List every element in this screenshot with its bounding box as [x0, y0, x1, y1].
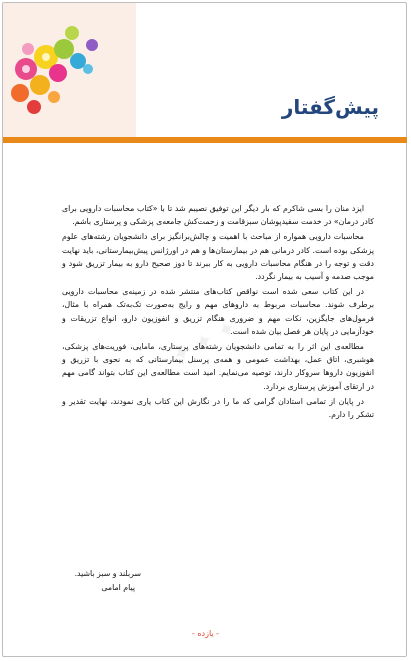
paragraph: در این کتاب سعی شده است نواقص کتاب‌های منتشر شده در زمینه‌ی محاسبات دارویی برطرف شوند. محاسبات مربوط به داروهای مهم و رایج به‌صورت تک‌به‌تک همراه با مثال، فرمول‌های جایگزین، نکات مهم و ضروری هنگام تزریق و انفوزیون دارو، انواع تزریقات و خودآزمایی در پایان هر فصل بیان شده است. — [62, 287, 374, 336]
watermark: ✦ ✦ ✦ — [168, 315, 242, 370]
page-title: پیش‌گفتار — [281, 95, 379, 119]
title-underline-rule — [3, 137, 407, 143]
preface-body — [62, 202, 374, 423]
author-name: پیام امامی — [101, 583, 135, 592]
closing-signature — [75, 567, 141, 595]
page-number: - یازده - — [191, 629, 220, 638]
closing-greeting: سربلند و سبز باشید. — [74, 569, 141, 578]
flowers-decoration-icon — [6, 11, 116, 121]
paragraph: ایزد منان را بسی شاکرم که بار دیگر این توفیق نصیبم شد تا با «کتاب محاسبات دارویی برای کادر درمان» در خدمت سفیدپوشان سبزقامت و زحمت‌کش جامعه‌ی پزشکی و پرستاری باشم. — [62, 204, 374, 227]
paragraph: در پایان از تمامی استادان گرامی که ما را در نگارش این کتاب یاری نمودند، نهایت تقدیر و تشکر را دارم. — [62, 396, 374, 420]
paragraph: محاسبات دارویی همواره از مباحث با اهمیت و چالش‌برانگیز برای دانشجویان رشته‌های علوم پزشکی بوده است. کادر درمانی هم در بیمارستان‌ها و هم در اورژانس پیش‌بیمارستانی، باید نهایت دقت و توجه را در هنگام محاسبات دارویی به کار ببرند تا دوز صحیح دارو به بیمار تزریق شود و موجب صدمه و آسیب به بیمار نگردد. — [62, 232, 374, 282]
paragraph: مطالعه‌ی این اثر را به تمامی دانشجویان رشته‌های پرستاری، مامایی، فوریت‌های پزشکی، هوشبری، اتاق عمل، بهداشت عمومی و همه‌ی پرسنل بیمارستانی که به نحوی با تزریق و انفوزیون داروها سروکار دارند، توصیه می‌نمایم. امید است مطالعه‌ی این کتاب بتواند گامی مهم در ارتقای آموزش پرستاری بردارد. — [62, 342, 374, 391]
corner-decoration-panel — [3, 3, 136, 140]
